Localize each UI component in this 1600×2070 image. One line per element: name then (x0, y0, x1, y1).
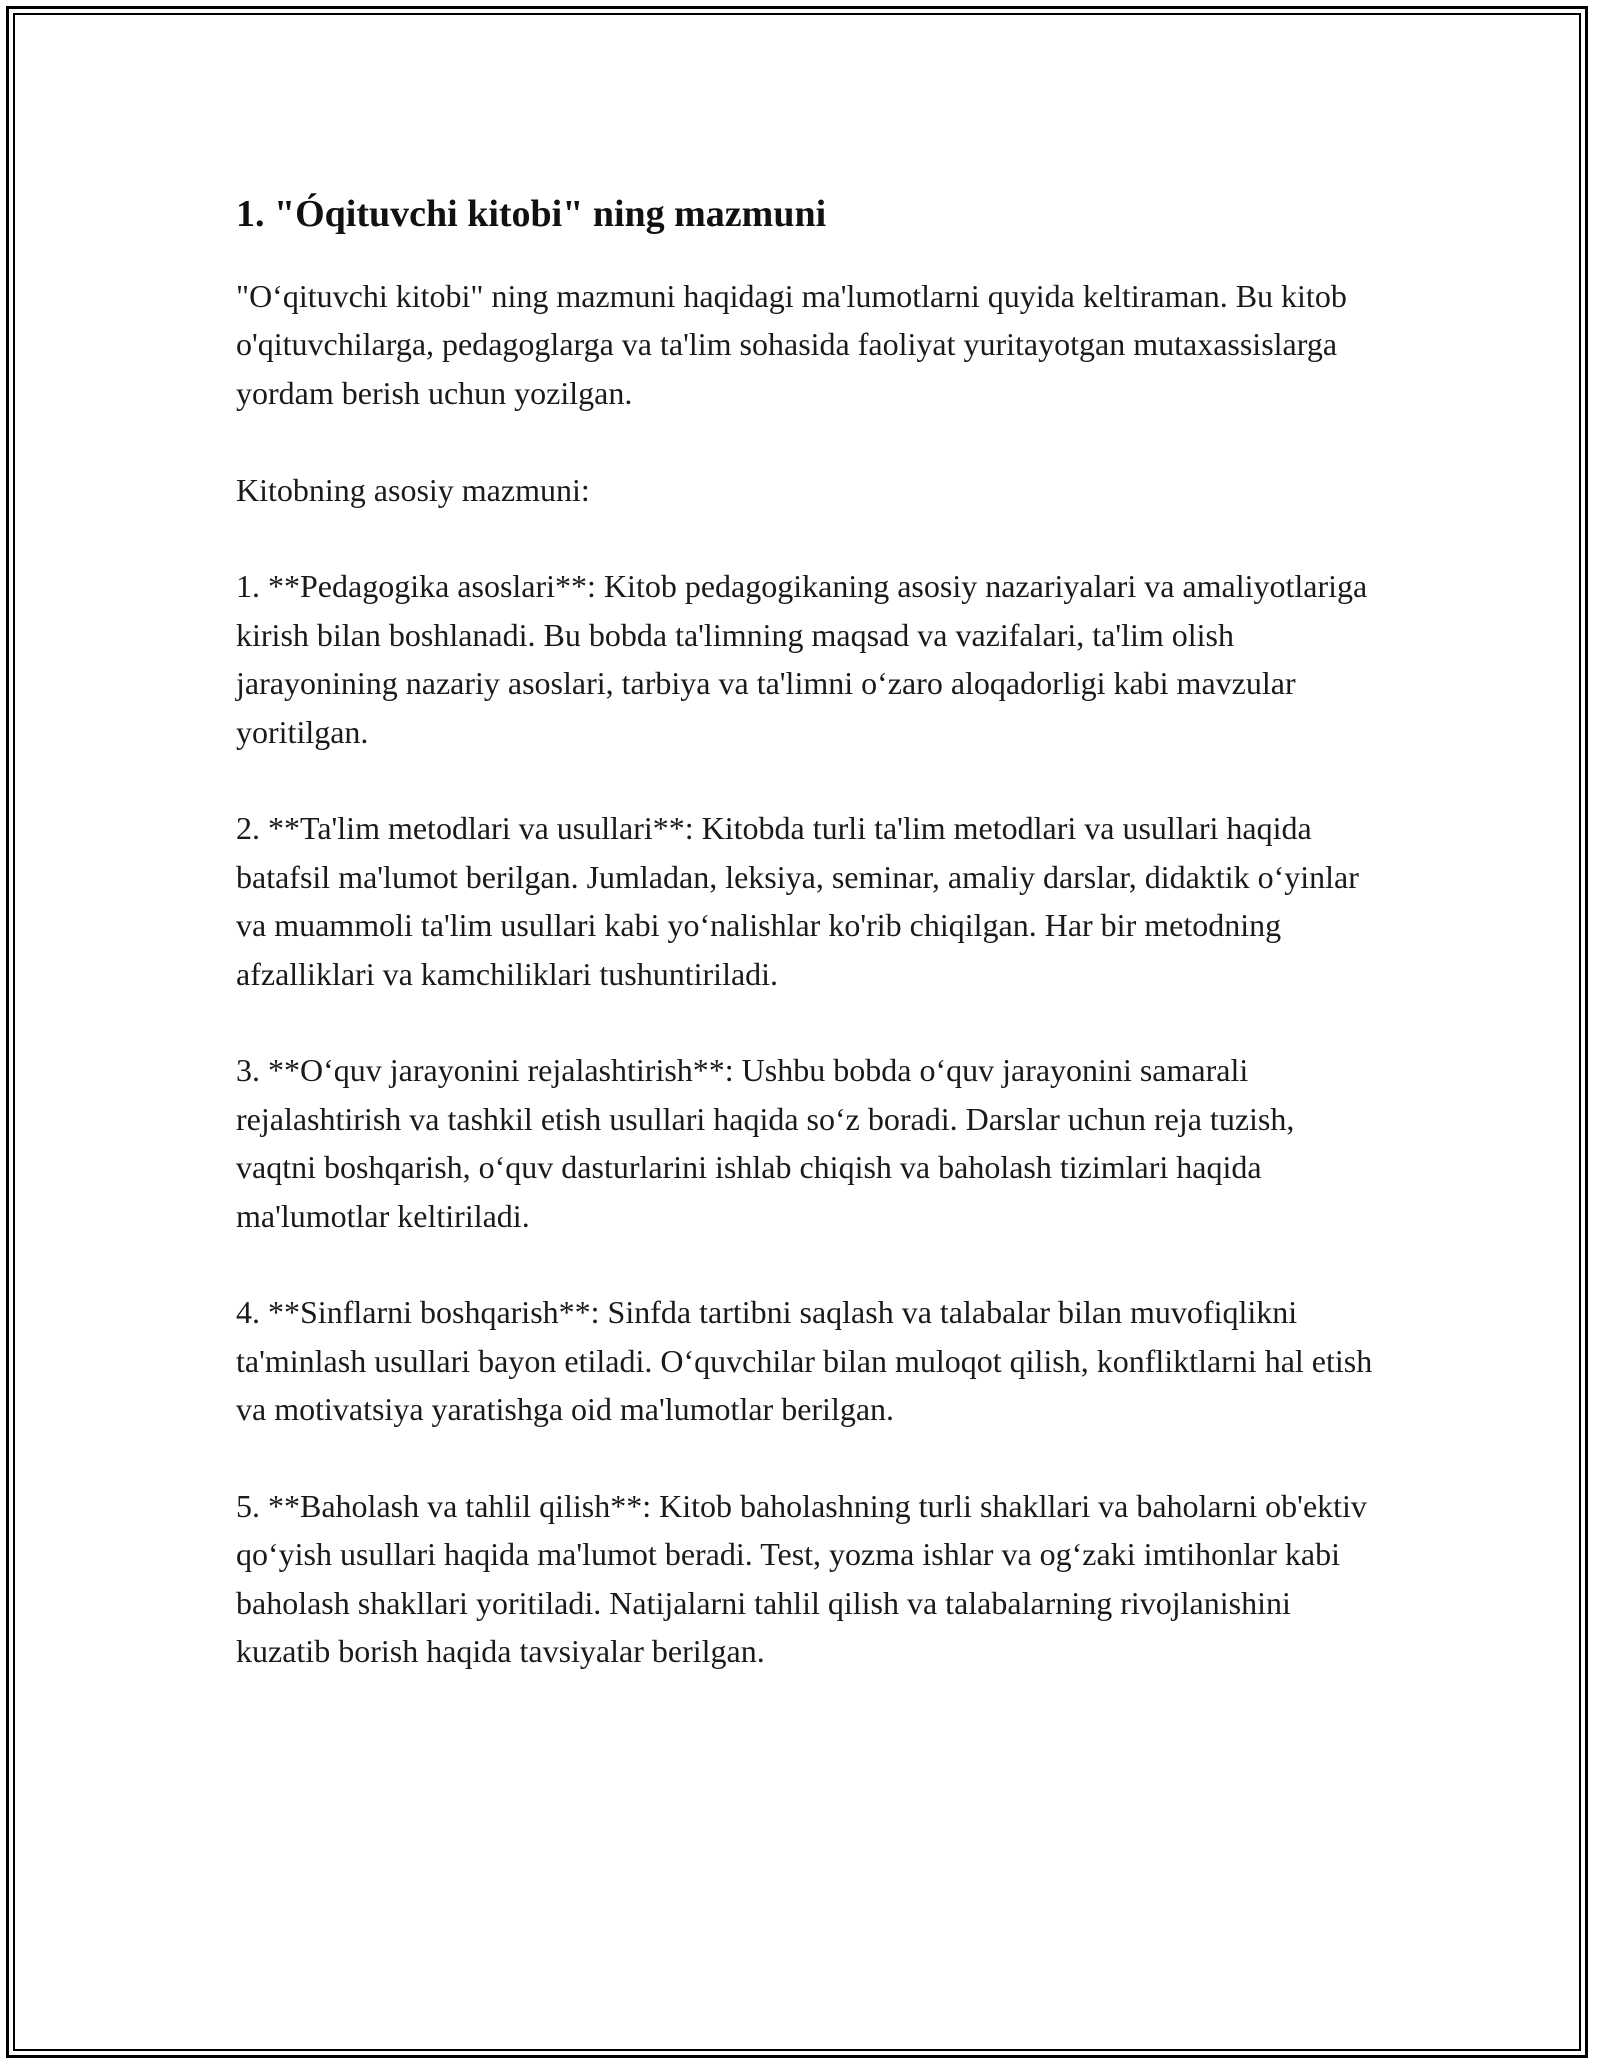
list-item-rejalashtirish: 3. **O‘quv jarayonini rejalashtirish**: Ushbu bobda o‘quv jarayonini samarali rejalashtirish va tashkil etish usullari haqida so‘z boradi. Darslar uchun reja tuzish, vaqtni boshqarish, o‘quv dasturlarini ishlab chiqish va baholash tizimlari haqida ma'lumotlar keltiriladi. (236, 1052, 1295, 1234)
list-item-baholash: 5. **Baholash va tahlil qilish**: Kitob baholashning turli shakllari va baholarni ob'ektiv qo‘yish usullari haqida ma'lumot beradi. Test, yozma ishlar va og‘zaki imtihonlar kabi baholash shakllari yoritiladi. Natijalarni tahlil qilish va talabalarning rivojlanishini kuzatib borish haqida tavsiyalar berilgan. (236, 1488, 1367, 1670)
list-item-sinflar: 4. **Sinflarni boshqarish**: Sinfda tartibni saqlash va talabalar bilan muvofiqlikni ta'minlash usullari bayon etiladi. O‘quvchilar bilan muloqot qilish, konfliktlarni hal etish va motivatsiya yaratishga oid ma'lumotlar berilgan. (236, 1294, 1373, 1428)
intro-paragraph: "O‘qituvchi kitobi" ning mazmuni haqidagi ma'lumotlarni quyida keltiraman. Bu kitob o'qituvchilarga, pedagoglarga va ta'lim sohasida faoliyat yuritayotgan mutaxassislarga yordam berish uchun yozilgan. (236, 278, 1347, 411)
document-body (236, 186, 1376, 1724)
list-item-pedagogika: 1. **Pedagogika asoslari**: Kitob pedagogikaning asosiy nazariyalari va amaliyotlariga kirish bilan boshlanadi. Bu bobda ta'limning maqsad va vazifalari, ta'lim olish jarayonining nazariy asoslari, tarbiya va ta'limni o‘zaro aloqadorligi kabi mavzular yoritilgan. (236, 568, 1368, 750)
section-heading-paragraph: Kitobning asosiy mazmuni: (236, 471, 590, 508)
document-title: 1. "Óqituvchi kitobi" ning mazmuni (236, 193, 827, 235)
list-item-metodlar: 2. **Ta'lim metodlari va usullari**: Kitobda turli ta'lim metodlari va usullari haqida batafsil ma'lumot berilgan. Jumladan, leksiya, seminar, amaliy darslar, didaktik o‘yinlar va muammoli ta'lim usullari kabi yo‘nalishlar ko'rib chiqilgan. Har bir metodning afzalliklari va kamchiliklari tushuntiriladi. (236, 810, 1359, 992)
